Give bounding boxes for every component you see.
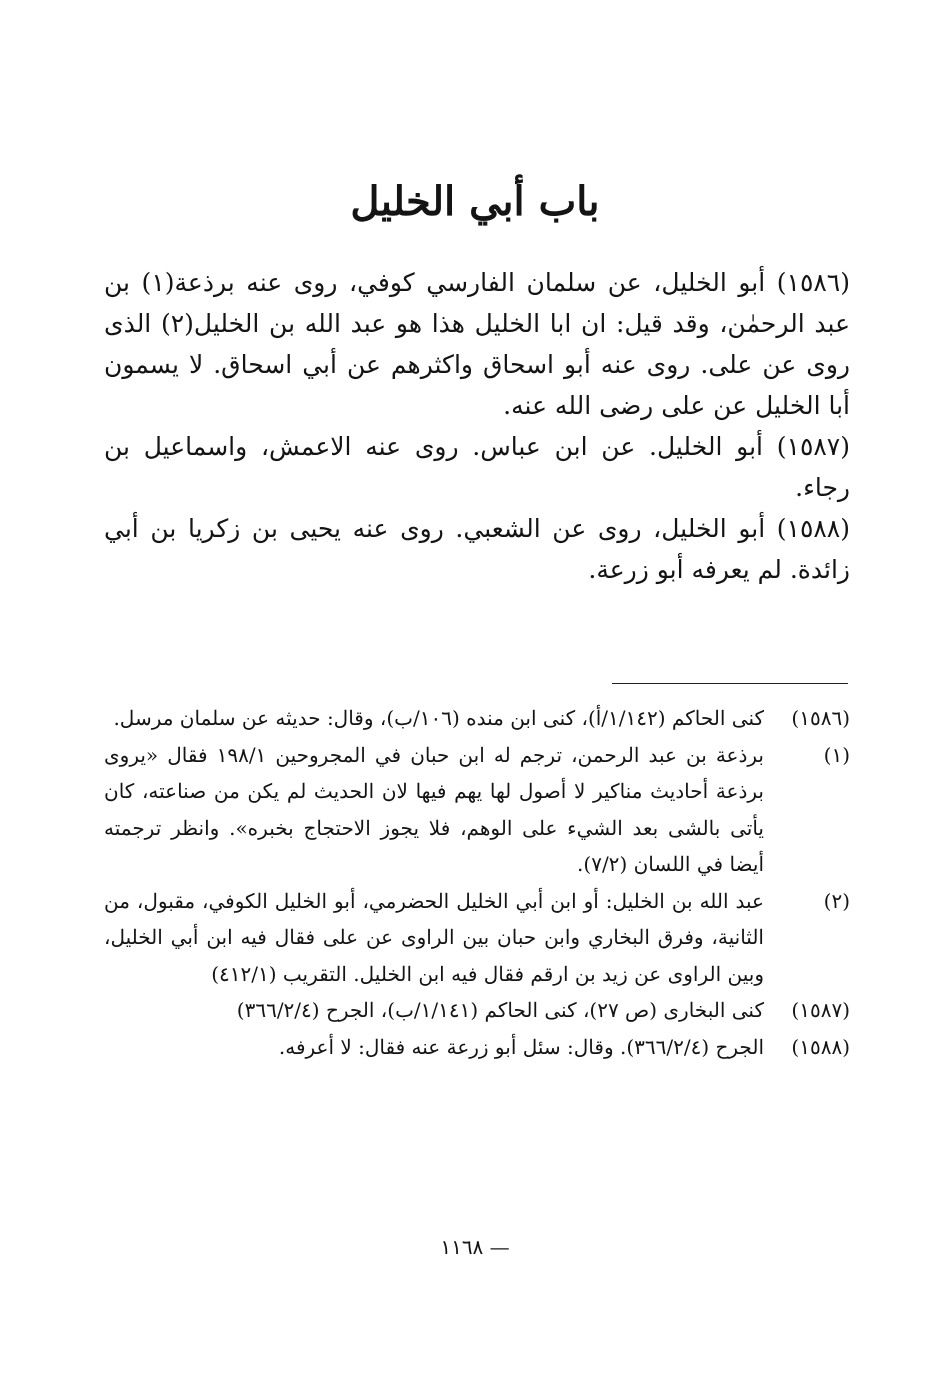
page-number: — ١١٦٨ — [440, 1235, 510, 1259]
footnote-1587 — [104, 992, 850, 1029]
main-text — [104, 262, 850, 590]
footnote-key: (١٥٨٦) — [791, 706, 850, 730]
footnote-text: عبد الله بن الخليل: أو ابن أبي الخليل الحضرمي، أبو الخليل الكوفي، مقبول، من الثانية، وفرق البخاري وابن حبان بين الراوى عن على فقال فيه ابن أبي الخليل، وبين الراوى عن زيد بن ارقم فقال فيه ابن الخليل. التقريب (٤١٢/١) — [104, 888, 764, 986]
footnote-text: كنى الحاكم (١/١٤٢/أ)، كنى ابن منده (١٠٦/ب)، وقال: حديثه عن سلمان مرسل. — [113, 706, 764, 730]
footnote-1586 — [104, 700, 850, 737]
footnote-key: (١٥٨٨) — [791, 1034, 850, 1059]
footnote-text: الجرح (٣٦٦/٢/٤). وقال: سئل أبو زرعة عنه فقال: لا أعرفه. — [278, 1034, 764, 1059]
footnote-1588 — [104, 1029, 850, 1066]
footnote-1 — [104, 737, 850, 883]
chapter-title: باب أبي الخليل — [350, 178, 600, 225]
entry-1588: (١٥٨٨) أبو الخليل، روى عن الشعبي. روى عنه يحيى بن زكريا بن أبي زائدة. لم يعرفه أبو زرعة. — [104, 514, 850, 584]
entry-1587: (١٥٨٧) أبو الخليل. عن ابن عباس. روى عنه الاعمش، واسماعيل بن رجاء. — [104, 432, 850, 502]
footnote-text: برذعة بن عبد الرحمن، ترجم له ابن حبان في المجروحين ١٩٨/١ فقال «يروى برذعة أحاديث مناكير لا أصول لها يهم فيها لان الحديث لم يكن من صناعته، كان يأتى بالشى بعد الشيء على الوهم، فلا يجوز الاحتجاج بخبره». وانظر ترجمته أيضا في اللسان (٧/٢). — [104, 742, 764, 876]
footnote-text: كنى البخارى (ص ٢٧)، كنى الحاكم (١/١٤١/ب)، الجرح (٣٦٦/٢/٤) — [236, 998, 764, 1022]
footnotes — [104, 700, 850, 1065]
footnote-key: (١) — [823, 742, 850, 767]
footnote-key: (١٥٨٧) — [791, 998, 850, 1022]
footnote-key: (٢) — [823, 888, 850, 913]
footnote-separator — [612, 683, 848, 684]
footnote-2 — [104, 883, 850, 993]
entry-1586: (١٥٨٦) أبو الخليل، عن سلمان الفارسي كوفي، روى عنه برذعة(١) بن عبد الرحمٰن، وقد قيل: ان ابا الخليل هذا هو عبد الله بن الخليل(٢) الذى روى عن على. روى عنه أبو اسحاق واكثرهم عن أبي اسحاق. لا يسمون أبا الخليل عن على رضى الله عنه. — [104, 268, 850, 420]
